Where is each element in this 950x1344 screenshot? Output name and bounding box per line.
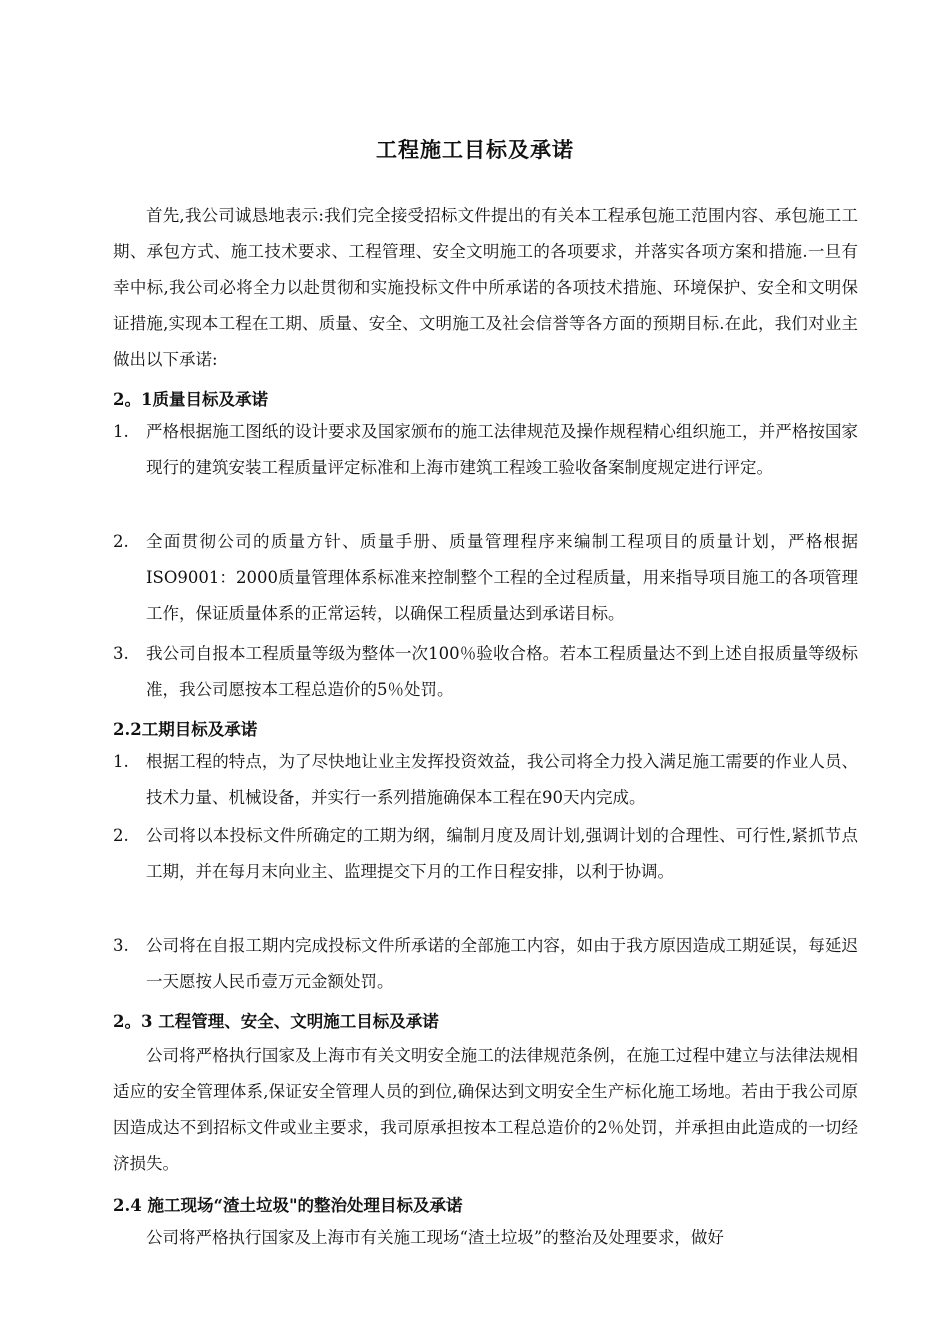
list-number: 2. — [113, 532, 129, 551]
list-item — [113, 414, 858, 486]
section-body-2-4: 公司将严格执行国家及上海市有关施工现场“渣土垃圾”的整治及处理要求，做好 — [146, 1228, 724, 1247]
list-item — [113, 636, 858, 708]
list-number: 1. — [113, 422, 129, 441]
section-body-2-3: 公司将严格执行国家及上海市有关文明安全施工的法律规范条例，在施工过程中建立与法律法规相适应的安全管理体系,保证安全管理人员的到位,确保达到文明安全生产标化施工场地。若由于我公司原因造成达不到招标文件或业主要求，我司原承担按本工程总造价的2％处罚，并承担由此造成的一切经济损失。 — [113, 1046, 858, 1173]
intro-paragraph: 首先,我公司诚恳地表示:我们完全接受招标文件提出的有关本工程承包施工范围内容、承包施工工期、承包方式、施工技术要求、工程管理、安全文明施工的各项要求，并落实各项方案和措施.一旦有幸中标,我公司必将全力以赴贯彻和实施投标文件中所承诺的各项技术措施、环境保护、安全和文明保证措施,实现本工程在工期、质量、安全、文明施工及社会信誉等各方面的预期目标.在此，我们对业主做出以下承诺: — [113, 206, 858, 369]
section-heading-2-1: 2。1质量目标及承诺 — [113, 390, 268, 409]
list-item-text: 我公司自报本工程质量等级为整体一次100％验收合格。若本工程质量达不到上述自报质量等级标准，我公司愿按本工程总造价的5％处罚。 — [146, 644, 858, 699]
list-item — [113, 818, 858, 890]
list-item-text: 根据工程的特点，为了尽快地让业主发挥投资效益，我公司将全力投入满足施工需要的作业人员、技术力量、机械设备，并实行一系列措施确保本工程在90天内完成。 — [146, 752, 858, 807]
list-item-text: 公司将在自报工期内完成投标文件所承诺的全部施工内容，如由于我方原因造成工期延误，每延迟一天愿按人民币壹万元金额处罚。 — [146, 936, 858, 991]
list-item-text: 公司将以本投标文件所确定的工期为纲，编制月度及周计划,强调计划的合理性、可行性,紧抓节点工期，并在每月末向业主、监理提交下月的工作日程安排，以利于协调。 — [146, 826, 858, 881]
section-heading-2-3: 2。3 工程管理、安全、文明施工目标及承诺 — [113, 1012, 439, 1031]
document-title: 工程施工目标及承诺 — [376, 137, 574, 162]
section-heading-2-4: 2.4 施工现场“渣土垃圾"的整治处理目标及承诺 — [113, 1196, 463, 1215]
list-number: 2. — [113, 826, 129, 845]
list-number: 3. — [113, 936, 129, 955]
list-item — [113, 744, 858, 816]
list-item-text: 全面贯彻公司的质量方针、质量手册、质量管理程序来编制工程项目的质量计划，严格根据ISO9001：2000质量管理体系标准来控制整个工程的全过程质量，用来指导项目施工的各项管理工作，保证质量体系的正常运转，以确保工程质量达到承诺目标。 — [146, 532, 858, 623]
list-item-text: 严格根据施工图纸的设计要求及国家颁布的施工法律规范及操作规程精心组织施工，并严格按国家现行的建筑安装工程质量评定标准和上海市建筑工程竣工验收备案制度规定进行评定。 — [146, 422, 858, 477]
list-item — [113, 928, 858, 1000]
list-item — [113, 524, 858, 632]
list-number: 1. — [113, 752, 129, 771]
section-heading-2-2: 2.2工期目标及承诺 — [113, 720, 258, 739]
list-number: 3. — [113, 644, 129, 663]
